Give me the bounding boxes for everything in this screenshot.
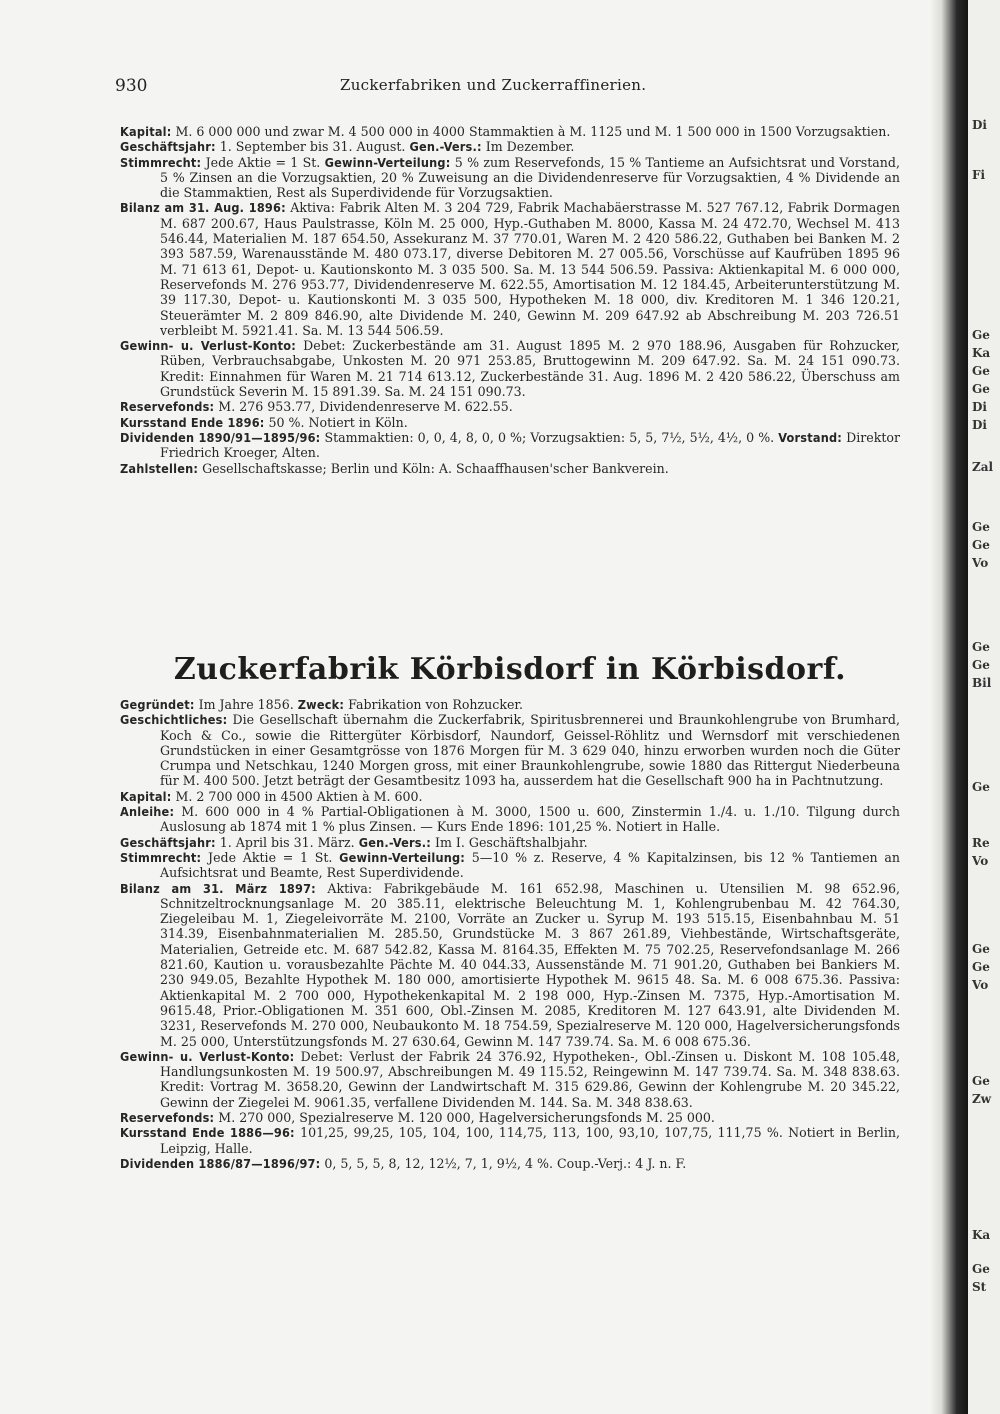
entry-paragraph [120,338,900,399]
field-text: M. 276 953.77, Dividendenreserve M. 622.55. [218,399,513,415]
entry-paragraph [120,124,900,139]
entry-paragraph [120,835,900,850]
field-key: Geschichtliches: [120,712,228,728]
field-text: Fabrikation von Rohzucker. [348,697,524,712]
facing-page-fragment: Di [972,418,987,432]
facing-page-fragment: Ka [972,346,991,360]
entry-paragraph [120,881,900,1049]
entry-paragraph [120,200,900,338]
entry-paragraph [120,399,900,414]
field-text: Jede Aktie = 1 St. [205,154,321,170]
field-text: M. 2 700 000 in 4500 Aktien à M. 600. [175,788,423,804]
field-text: M. 600 000 in 4 % Partial-Obligationen à M. 3000, 1500 u. 600, Zinstermin 1./4. u. 1./10. Tilgung durch Auslosung ab 1874 mit 1 % plus Zinsen. — Kurs Ende 1896: 101,25 %. Notiert in Halle. [160,804,900,835]
field-text: Aktiva: Fabrikgebäude M. 161 652.98, Maschinen u. Utensilien M. 98 652.96, Schnitzeltrocknungsanlage M. 20 385.11, elektrische Beleuchtung M. 1, Kohlengrubenbau M. 42 764.30, Ziegeleibau M. 1, Ziegeleivorräte M. 2100, Vorräte an Zucker u. Syrup M. 193 515.15, Eisenbahnbau M. 51 314.39, Eisenbahnmaterialien M. 285.50, Grundstücke M. 3 867 261.89, Viehbestände, Wirtschaftsgeräte, Materialien, Getreide etc. M. 687 542.82, Kassa M. 8164.35, Effekten M. 75 702.25, Reservefondsanlage M. 266 821.60, Kaution u. vorausbezahlte Pächte M. 40 044.33, Aussenstände M. 71 901.20, Guthaben bei Bankiers M. 230 949.05, Bezahlte Hypothek M. 180 000, amortisierte Hypothek M. 9615 48. Sa. M. 6 008 675.36. Passiva: Aktienkapital M. 2 700 000, Hypothekenkapital M. 2 198 000, Hyp.-Zinsen M. 7375, Hyp.-Amortisation M. 9615.48, Prior.-Obligationen M. 351 600, Obl.-Zinsen M. 2085, Kreditoren M. 127 643.91, alte Dividenden M. 3231, Reservefonds M. 270 000, Neubaukonto M. 18 754.59, Spezialreserve M. 120 000, Hagelversicherungsfonds M. 25 000, Unterstützungsfonds M. 27 630.64, Gewinn M. 147 739.74. Sa. M. 6 008 675.36. [160,880,900,1049]
field-key: Dividenden 1890/91—1895/96: [120,429,321,445]
book-gutter [930,0,968,1414]
facing-page-fragment: Ge [972,960,990,974]
field-key: Reservefonds: [120,399,215,415]
entry-paragraph [120,1110,900,1125]
facing-page-fragment: Zal [972,460,994,474]
entry-alten [120,124,900,476]
entry-paragraph [120,430,900,461]
field-key: Gewinn-Verteilung: [324,154,451,170]
facing-page-fragment: Ge [972,640,990,654]
facing-page-fragment: Ge [972,382,990,396]
field-key: Reservefonds: [120,1110,215,1126]
field-key: Vorstand: [778,429,843,445]
field-key: Bilanz am 31. Aug. 1896: [120,200,286,216]
field-text: Aktiva: Fabrik Alten M. 3 204 729, Fabrik Machabäerstrasse M. 527 767.12, Fabrik Dormagen M. 687 200.67, Haus Paulstrasse, Köln M. 25 000, Hyp.-Guthaben M. 8000, Kassa M. 24 472.70, Wechsel M. 413 546.44, Materialien M. 187 654.50, Assekuranz M. 37 770.01, Waren M. 2 420 586.22, Guthaben bei Banken M. 2 393 587.59, Warenausstände M. 480 073.17, diverse Debitoren M. 27 005.56, Vorschüsse auf Kaufrüben 1895 96 M. 71 613 61, Depot- u. Kautionskonto M. 3 035 500. Sa. M. 13 544 506.59. Passiva: Aktienkapital M. 6 000 000, Reservefonds M. 276 953.77, Dividendenreserve M. 622.55, Amortisation M. 12 184.45, Arbeiterunterstützung M. 39 117.30, Depot- u. Kautionskonti M. 3 035 500, Hypotheken M. 18 000, div. Kreditoren M. 1 346 120.21, Steuerämter M. 2 809 846.90, alte Dividende M. 240, Gewinn M. 209 647.92 ab Abschreibung M. 203 726.51 verbleibt M. 5921.41. Sa. M. 13 544 506.59. [160,200,900,338]
field-key: Kapital: [120,124,172,139]
field-text: Gesellschaftskasse; Berlin und Köln: A. Schaaffhausen'scher Bankverein. [202,460,669,476]
field-text: Direktor Friedrich Kroeger, Alten. [160,429,900,461]
facing-page-edge [968,0,1000,1414]
field-text: 1. April bis 31. März. [219,834,355,850]
field-key: Bilanz am 31. März 1897: [120,880,316,896]
entry-paragraph [120,1125,900,1156]
facing-page-fragment: Ge [972,520,990,534]
facing-page-fragment: Ge [972,780,990,794]
field-text: 5 % zum Reservefonds, 15 % Tantieme an Aufsichtsrat und Vorstand, 5 % Zinsen an die Vorzugsaktien, 20 % Zuweisung an die Dividendenreserve für Vorzugsaktien, 4 % Dividende an die Stammaktien, Rest als Superdividende für Vorzugsaktien. [160,154,900,201]
facing-page-fragment: Ge [972,658,990,672]
field-text: Im Dezember. [485,139,575,155]
facing-page-fragment: Fi [972,168,986,182]
page-number: 930 [115,76,148,96]
field-text: Debet: Zuckerbestände am 31. August 1895 M. 2 970 188.96, Ausgaben für Rohzucker, Rüben, Verbrauchsabgabe, Unkosten M. 20 971 253.85, Bruttogewinn M. 209 647.92. Sa. M. 24 151 090.73. Kredit: Einnahmen für Waren M. 21 714 613.12, Zuckerbestände 31. Aug. 1896 M. 2 420 586.22, Überschuss am Grundstück Severin M. 15 891.39. Sa. M. 24 151 090.73. [160,338,901,400]
running-title: Zuckerfabriken und Zuckerraffinerien. [340,76,647,94]
field-key: Kursstand Ende 1886—96: [120,1125,295,1141]
entry-paragraph [120,1049,900,1110]
field-text: 50 %. Notiert in Köln. [268,414,408,430]
facing-page-fragment: Vo [972,556,989,570]
field-text: M. 6 000 000 und zwar M. 4 500 000 in 4000 Stammaktien à M. 1125 und M. 1 500 000 in 1500 Vorzugsaktien. [175,124,891,139]
facing-page-fragment: Zw [972,1092,992,1106]
entry-paragraph [120,461,900,476]
facing-page-fragment: Vo [972,978,989,992]
field-key: Geschäftsjahr: [120,139,216,155]
facing-page-fragment: Di [972,118,987,132]
facing-page-fragment: Ge [972,364,990,378]
entry-paragraph [120,1156,900,1171]
field-text: Jede Aktie = 1 St. [208,849,333,865]
field-key: Zweck: [297,697,345,712]
entry-paragraph [120,697,900,712]
field-text: Debet: Verlust der Fabrik 24 376.92, Hypotheken-, Obl.-Zinsen u. Diskont M. 108 105.48, Handlungsunkosten M. 19 500.97, Abschreibungen M. 49 115.52, Reingewinn M. 147 739.74. Sa. M. 348 838.63. Kredit: Vortrag M. 3658.20, Gewinn der Landwirtschaft M. 315 629.86, Gewinn der Kohlengrube M. 20 345.22, Gewinn der Ziegelei M. 9061.35, verfallene Dividenden M. 144. Sa. M. 348 838.63. [160,1048,900,1110]
entry-paragraph [120,415,900,430]
entry-paragraph [120,155,900,201]
facing-page-fragment: Ka [972,1228,991,1242]
entry-koerbisdorf [120,697,900,1171]
field-key: Kursstand Ende 1896: [120,414,265,430]
facing-page-fragment: Bil [972,676,992,690]
entry-paragraph [120,804,900,835]
field-key: Gen.-Vers.: [358,834,431,850]
section-title: Zuckerfabrik Körbisdorf in Körbisdorf. [173,652,847,687]
entry-paragraph [120,712,900,788]
field-key: Anleihe: [120,804,175,820]
field-key: Gegründet: [120,697,195,712]
field-key: Stimmrecht: [120,154,202,170]
field-text: Die Gesellschaft übernahm die Zuckerfabrik, Spiritusbrennerei und Braunkohlengrube von Brumhard, Koch & Co., sowie die Rittergüter Körbisdorf, Naundorf, Geissel-Röhlitz und Wernsdorf mit verschiedenen Grundstücken in einer Gesamtgrösse von 1876 Morgen für M. 3 629 040, hinzu erworben wurden noch die Güter Crumpa und Netschkau, 1240 Morgen gross, mit einer Braunkohlengrube, sowie 1880 das Rittergut Niederbeuna für M. 400 500. Jetzt beträgt der Gesamtbesitz 1093 ha, ausserdem hat die Gesellschaft 900 ha in Pachtnutzung. [160,712,900,789]
facing-page-fragment: St [972,1280,987,1294]
entry-paragraph [120,789,900,804]
field-text: Im I. Geschäftshalbjahr. [435,834,588,850]
facing-page-fragment: Ge [972,328,990,342]
facing-page-fragment: Ge [972,1074,990,1088]
field-key: Stimmrecht: [120,849,202,865]
field-key: Kapital: [120,788,172,804]
field-text: 5—10 % z. Reserve, 4 % Kapitalzinsen, bis 12 % Tantiemen an Aufsichtsrat und Beamte, Rest Superdividende. [160,849,900,881]
field-key: Gewinn- u. Verlust-Konto: [120,1048,295,1064]
field-key: Dividenden 1886/87—1896/97: [120,1155,321,1171]
facing-page-fragment: Ge [972,1262,990,1276]
field-key: Zahlstellen: [120,460,199,476]
facing-page-fragment: Vo [972,854,989,868]
field-key: Gewinn-Verteilung: [339,849,466,865]
field-key: Geschäftsjahr: [120,834,216,850]
facing-page-fragment: Re [972,836,990,850]
facing-page-fragment: Ge [972,538,990,552]
field-text: 0, 5, 5, 5, 8, 12, 12½, 7, 1, 9½, 4 %. Coup.-Verj.: 4 J. n. F. [324,1155,687,1171]
facing-page-fragment: Di [972,400,987,414]
field-key: Gen.-Vers.: [409,139,482,155]
field-key: Gewinn- u. Verlust-Konto: [120,338,296,354]
facing-page-fragment: Ge [972,942,990,956]
field-text: 101,25, 99,25, 105, 104, 100, 114,75, 113, 100, 93,10, 107,75, 111,75 %. Notiert in Berlin, Leipzig, Halle. [160,1125,900,1156]
entry-paragraph [120,850,900,881]
field-text: 1. September bis 31. August. [219,139,406,155]
field-text: Im Jahre 1856. [198,697,294,712]
entry-paragraph [120,139,900,154]
field-text: Stammaktien: 0, 0, 4, 8, 0, 0 %; Vorzugsaktien: 5, 5, 7½, 5½, 4½, 0 %. [324,429,775,445]
field-text: M. 270 000, Spezialreserve M. 120 000, Hagelversicherungsfonds M. 25 000. [218,1110,715,1126]
